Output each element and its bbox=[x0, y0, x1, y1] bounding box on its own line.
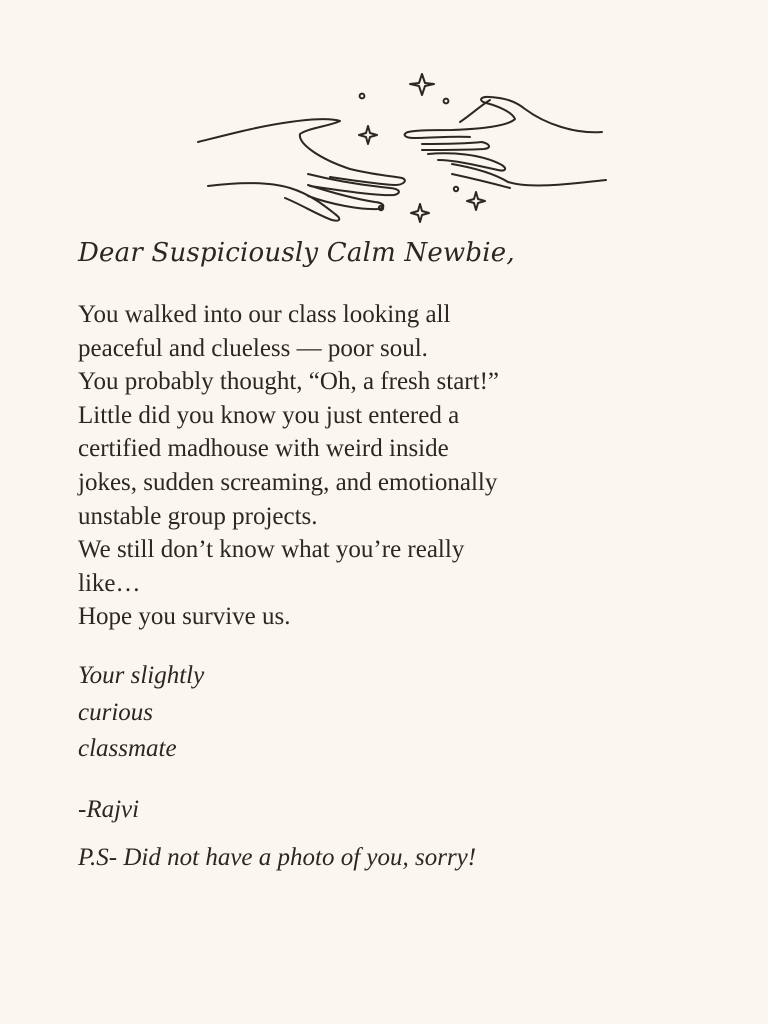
letter-signature: -Rajvi bbox=[78, 796, 140, 823]
letter-signoff bbox=[78, 658, 204, 768]
letter-greeting: Dear Suspiciously Calm Newbie, bbox=[78, 238, 515, 268]
body-line: You walked into our class looking all bbox=[78, 301, 451, 328]
body-line: You probably thought, “Oh, a fresh start!” bbox=[78, 368, 499, 396]
body-line: Little did you know you just entered a bbox=[78, 401, 460, 429]
body-line: Hope you survive us. bbox=[78, 603, 291, 631]
body-line: unstable group projects. bbox=[78, 502, 318, 530]
body-line: We still don’t know what you’re really bbox=[78, 536, 465, 564]
signoff-line: Your slightly bbox=[78, 662, 205, 689]
body-line: certified madhouse with weird inside bbox=[78, 435, 449, 463]
body-line: like… bbox=[78, 569, 141, 597]
body-line: jokes, sudden screaming, and emotionally bbox=[78, 468, 498, 496]
letter-postscript: P.S- Did not have a photo of you, sorry! bbox=[78, 844, 477, 871]
body-line: peaceful and clueless — poor soul. bbox=[78, 334, 428, 362]
signoff-line: classmate bbox=[78, 735, 177, 762]
letter-body bbox=[78, 298, 618, 634]
reaching-hands-illustration bbox=[190, 64, 620, 234]
signoff-line: curious bbox=[78, 698, 153, 726]
reaching-hands-with-sparkles-icon bbox=[190, 64, 620, 234]
